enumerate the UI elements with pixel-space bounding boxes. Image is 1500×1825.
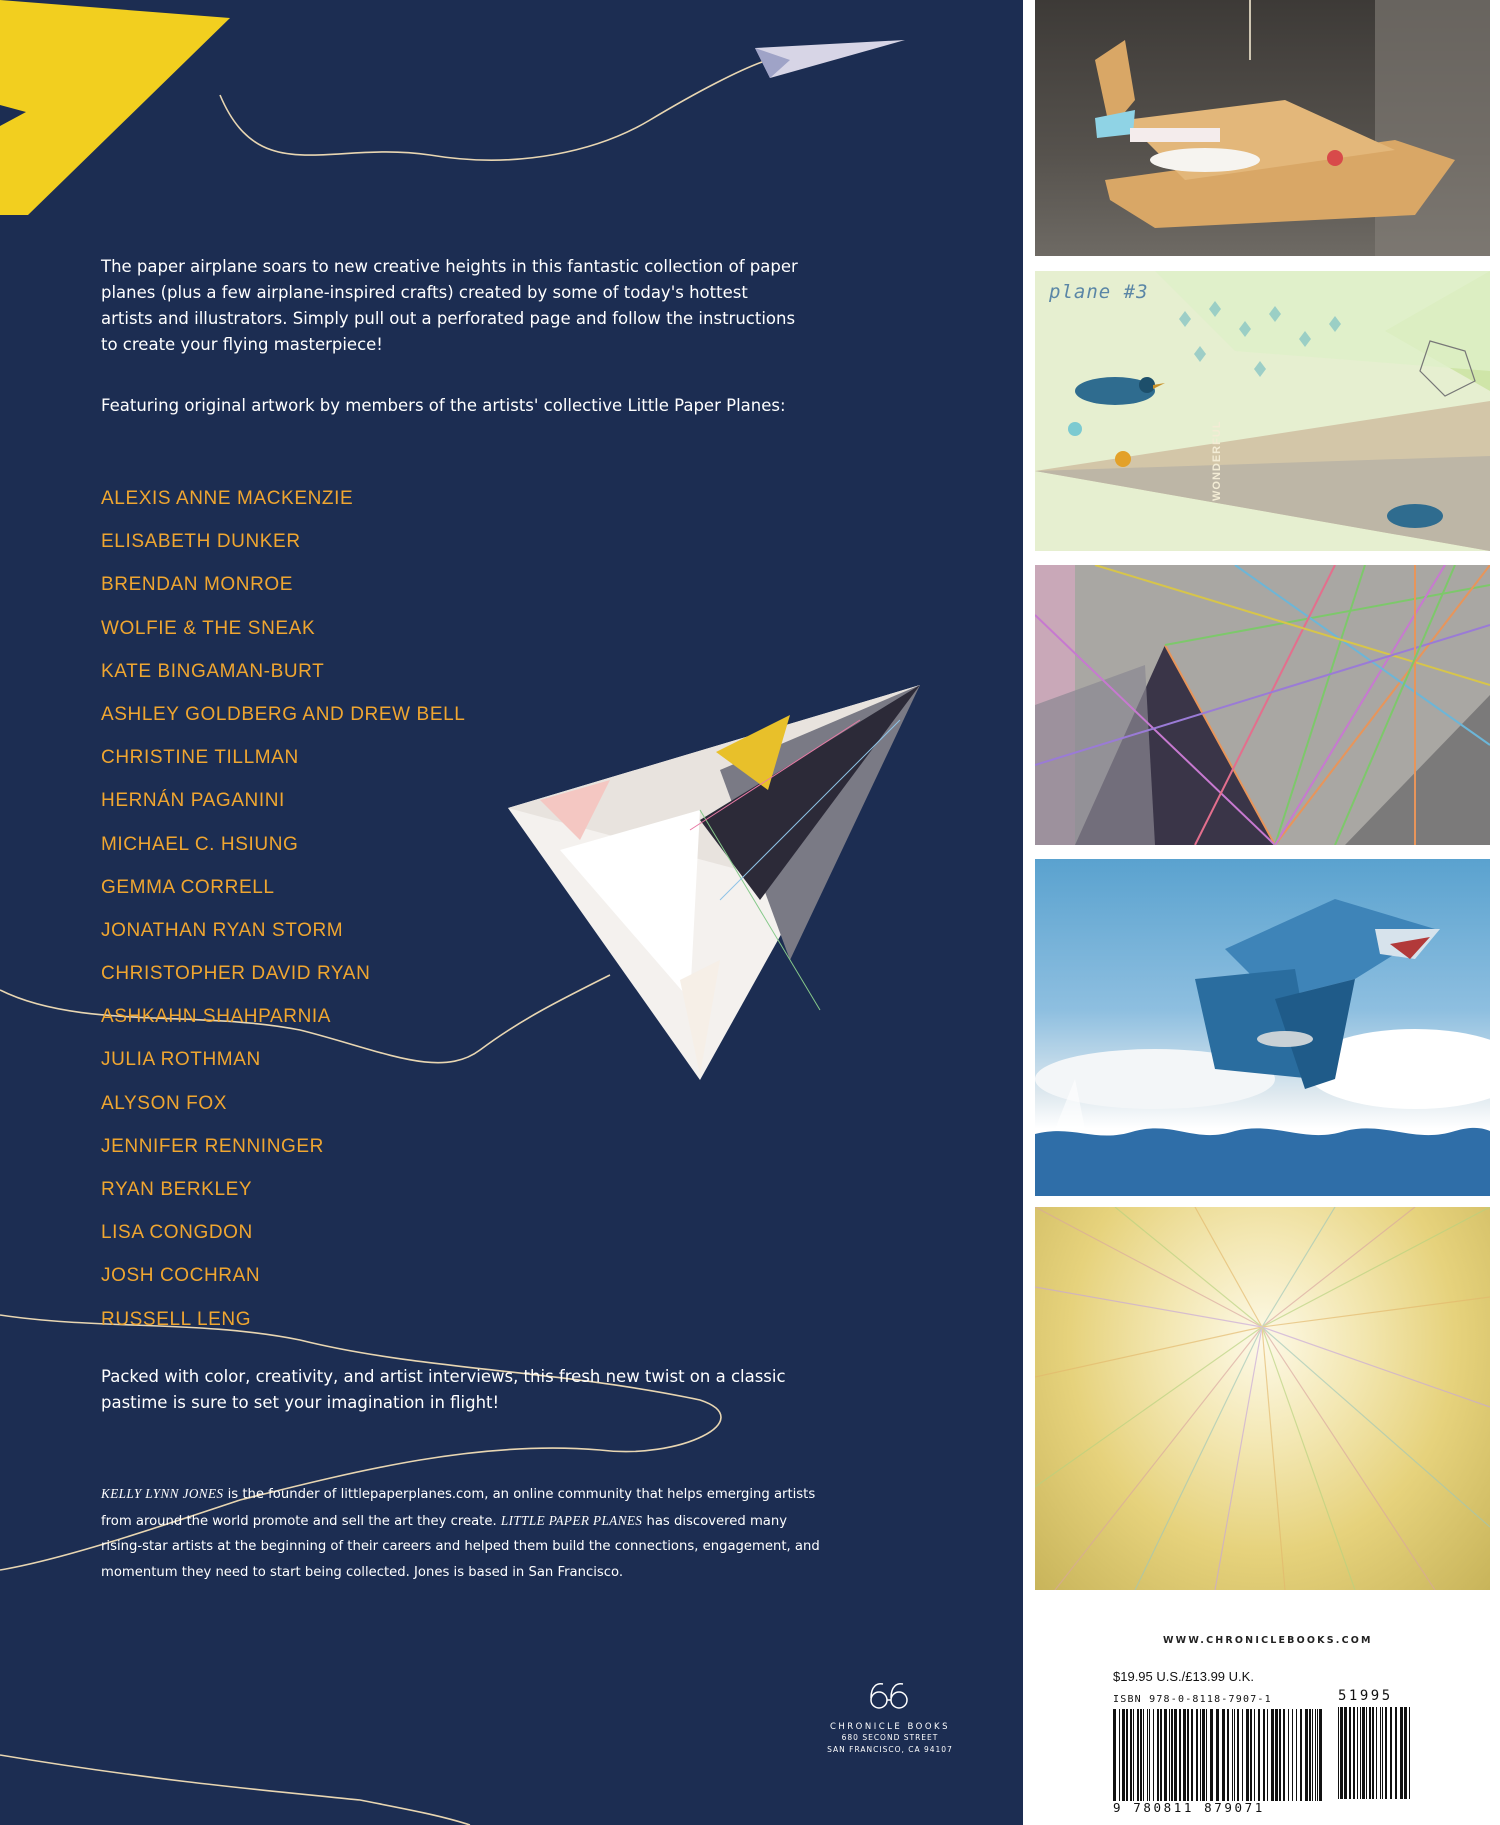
isbn-label: ISBN 978-0-8118-7907-1 [1113,1694,1272,1705]
publisher-block [800,1680,980,1756]
artist-name: BRENDAN MONROE [101,574,294,596]
publisher-city: SAN FRANCISCO, CA 94107 [827,1745,953,1754]
artist-name: WOLFIE & THE SNEAK [101,617,316,639]
cardboard-plane-photo [1035,0,1490,256]
artist-name: KATE BINGAMAN-BURT [101,660,325,682]
author-name: KELLY LYNN JONES [101,1486,224,1501]
artwork-strip [1023,0,1500,1825]
artist-name: ASHLEY GOLDBERG AND DREW BELL [101,703,466,725]
shark-plane-artwork [1035,859,1490,1196]
artwork-word: WONDERFUL [1211,420,1223,501]
isbn-barcode [1113,1709,1323,1801]
plane-3-artwork [1035,271,1490,551]
artist-name: RYAN BERKLEY [101,1179,253,1200]
plane-label: plane #3 [1049,281,1149,303]
artist-name: JENNIFER RENNINGER [101,1135,324,1157]
yellow-paper-plane [0,0,230,215]
price-barcode [1338,1707,1410,1799]
artist-name: ASHKAHN SHAHPARNIA [101,1006,332,1028]
bio-text: has discovered many rising-star artists at the beginning of their careers and helped them build the connections, engagement, and momentum they need to start being collected. Jones is based in San Francisco. [101,1513,820,1580]
barcode-digits: 9 780811 879071 [1113,1800,1265,1815]
artist-name: LISA CONGDON [101,1222,253,1244]
publisher-address: 680 SECOND STREET [841,1733,939,1742]
artist-name: JOSH COCHRAN [101,1265,261,1287]
geometric-lines-artwork [1035,565,1490,845]
artist-name: GEMMA CORRELL [101,876,275,898]
radiating-lines-artwork [1035,1207,1490,1590]
artist-name: CHRISTINE TILLMAN [101,747,299,769]
artist-name: HERNÁN PAGANINI [101,790,285,812]
price-label: $19.95 U.S./£13.99 U.K. [1113,1669,1254,1684]
artist-name: JULIA ROTHMAN [101,1049,261,1071]
publisher-website: WWW.CHRONICLEBOOKS.COM [1163,1635,1373,1646]
price-code: 51995 [1338,1688,1393,1704]
closing-paragraph: Packed with color, creativity, and artist interviews, this fresh new twist on a classic pastime is sure to set your imagination in flight! [101,1367,786,1412]
publisher-logo-icon [865,1680,915,1714]
artist-name: ALEXIS ANNE MACKENZIE [101,488,354,509]
project-name: LITTLE PAPER PLANES [500,1512,643,1528]
artist-name: ALYSON FOX [101,1092,228,1114]
bio-text: is the founder of littlepaperplanes.com, an online community that helps emerging artists from around the world promote and sell the art they create. [101,1487,816,1529]
featuring-paragraph: Featuring original artwork by members of the artists' collective Little Paper Planes: [101,396,786,415]
author-bio [101,1481,821,1585]
artist-name: JONATHAN RYAN STORM [101,919,344,941]
artist-name: CHRISTOPHER DAVID RYAN [101,963,371,985]
artist-name: ELISABETH DUNKER [101,531,301,553]
publisher-name: CHRONICLE BOOKS [829,1722,951,1732]
artist-name: MICHAEL C. HSIUNG [101,833,299,855]
artist-name: RUSSELL LENG [101,1308,252,1330]
large-paper-plane [508,685,920,1080]
intro-paragraph: The paper airplane soars to new creative heights in this fantastic collection of paper planes (plus a few airplane-inspired crafts) created by some of today's hottest artists and illustrators. Simply pull out a perforated page and follow the instructions to create your flying masterpiece! [101,257,798,354]
artist-list [101,484,465,1348]
